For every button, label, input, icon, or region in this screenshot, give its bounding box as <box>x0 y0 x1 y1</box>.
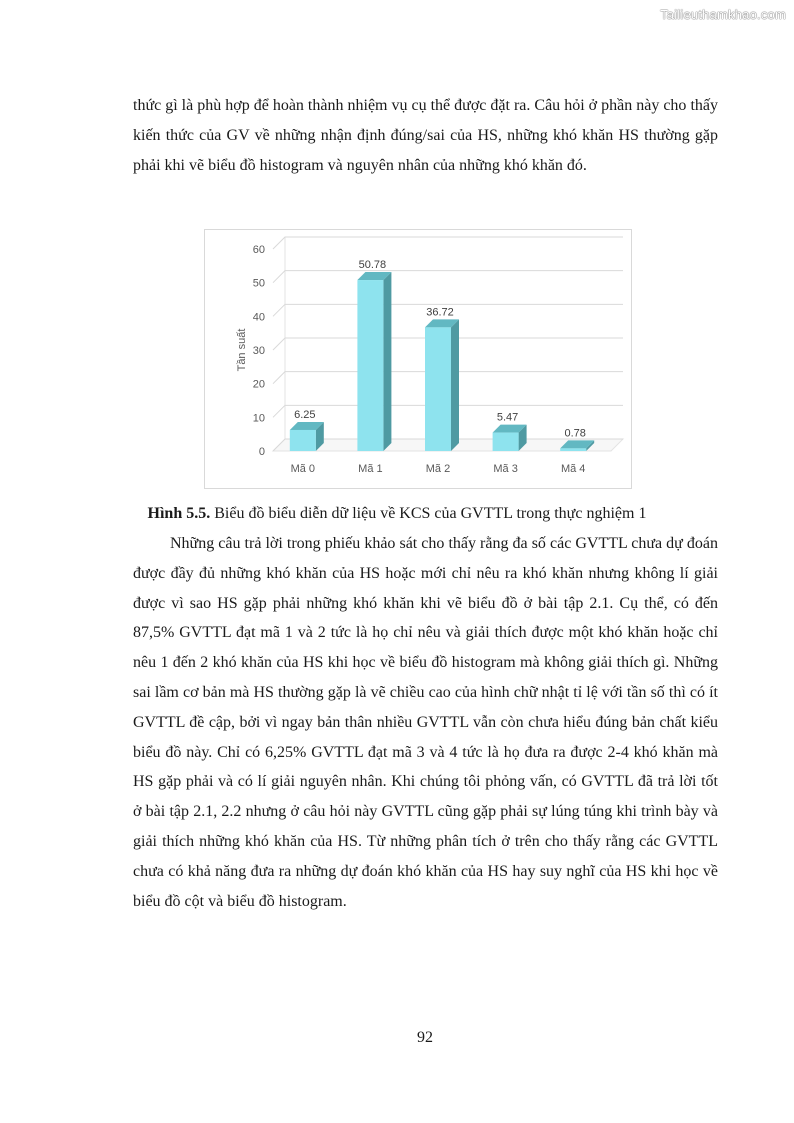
data-label: 5.47 <box>496 411 519 424</box>
gridline <box>273 271 623 283</box>
bar-chart <box>205 230 631 488</box>
bar <box>357 280 383 451</box>
page-number: 92 <box>417 1029 433 1046</box>
y-tick-label: 20 <box>252 378 265 391</box>
caption-text: Biểu đồ biểu diễn dữ liệu về KCS của GVTTL trong thực nghiệm 1 <box>210 505 647 522</box>
x-tick-label: Mã 3 <box>493 463 518 475</box>
x-tick-label: Mã 1 <box>358 463 383 475</box>
bar <box>560 448 586 451</box>
y-tick-label: 30 <box>252 345 265 357</box>
x-tick-label: Mã 0 <box>290 463 316 475</box>
y-tick-label: 10 <box>252 412 265 425</box>
bar-side <box>451 319 459 451</box>
data-label: 0.78 <box>564 427 586 440</box>
data-label: 50.78 <box>358 259 387 272</box>
y-tick-label: 60 <box>252 244 265 256</box>
y-tick-label: 50 <box>252 277 265 290</box>
y-tick-label: 0 <box>258 446 265 458</box>
watermark: Tailieuthamkhao.com <box>660 7 786 22</box>
figure-caption <box>0 503 794 525</box>
paragraph-intro: thức gì là phù hợp để hoàn thành nhiệm vụ cụ thể được đặt ra. Câu hỏi ở phần này cho thấy kiến thức của GV về những nhận định đúng/sai của HS, những khó khăn HS thường gặp phải khi vẽ biểu đồ histogram và nguyên nhân của những khó khăn đó. <box>133 97 718 174</box>
gridline <box>273 237 623 249</box>
caption-label: Hình 5.5. <box>147 505 211 522</box>
x-tick-label: Mã 4 <box>560 463 586 475</box>
bar-side <box>383 272 391 451</box>
paragraph-analysis: Những câu trả lời trong phiếu khảo sát cho thấy rằng đa số các GVTTL chưa dự đoán được đầy đủ những khó khăn của HS hoặc mới chỉ nêu ra khó khăn nhưng không lí giải được vì sao HS gặp phải những khó khăn khi vẽ biểu đồ ở bài tập 2.1. Cụ thể, có đến 87,5% GVTTL đạt mã 1 và 2 tức là họ chỉ nêu và giải thích được một khó khăn hoặc chỉ nêu 1 đến 2 khó khăn của HS khi học về biểu đồ histogram mà không giải thích gì. Những sai lầm cơ bản mà HS thường gặp là vẽ chiều cao của hình chữ nhật tỉ lệ với tần số thì có ít GVTTL đề cập, bởi vì ngay bản thân nhiều GVTTL vẫn còn chưa hiểu đúng bản chất kiểu biểu đồ này. Chỉ có 6,25% GVTTL đạt mã 3 và 4 tức là họ đưa ra được 2-4 khó khăn mà HS gặp phải và có lí giải nguyên nhân. Khi chúng tôi phỏng vấn, có GVTTL đã trả lời tốt ở bài tập 2.1, 2.2 nhưng ở câu hỏi này GVTTL cũng gặp phải sự lúng túng khi trình bày và giải thích những khó khăn của HS. Từ những phân tích ở trên cho thấy rằng các GVTTL chưa có khả năng đưa ra những dự đoán khó khăn của HS hay suy nghĩ của HS khi học về biểu đồ cột và biểu đồ histogram. <box>133 535 718 910</box>
data-label: 36.72 <box>426 306 454 319</box>
bar <box>290 430 316 451</box>
x-tick-label: Mã 2 <box>425 463 451 475</box>
bar <box>425 327 451 451</box>
y-axis-title: Tần suất <box>236 328 248 372</box>
data-label: 6.25 <box>294 408 316 421</box>
figure-chart <box>204 229 632 489</box>
bar <box>493 433 519 451</box>
y-tick-label: 40 <box>252 311 265 324</box>
